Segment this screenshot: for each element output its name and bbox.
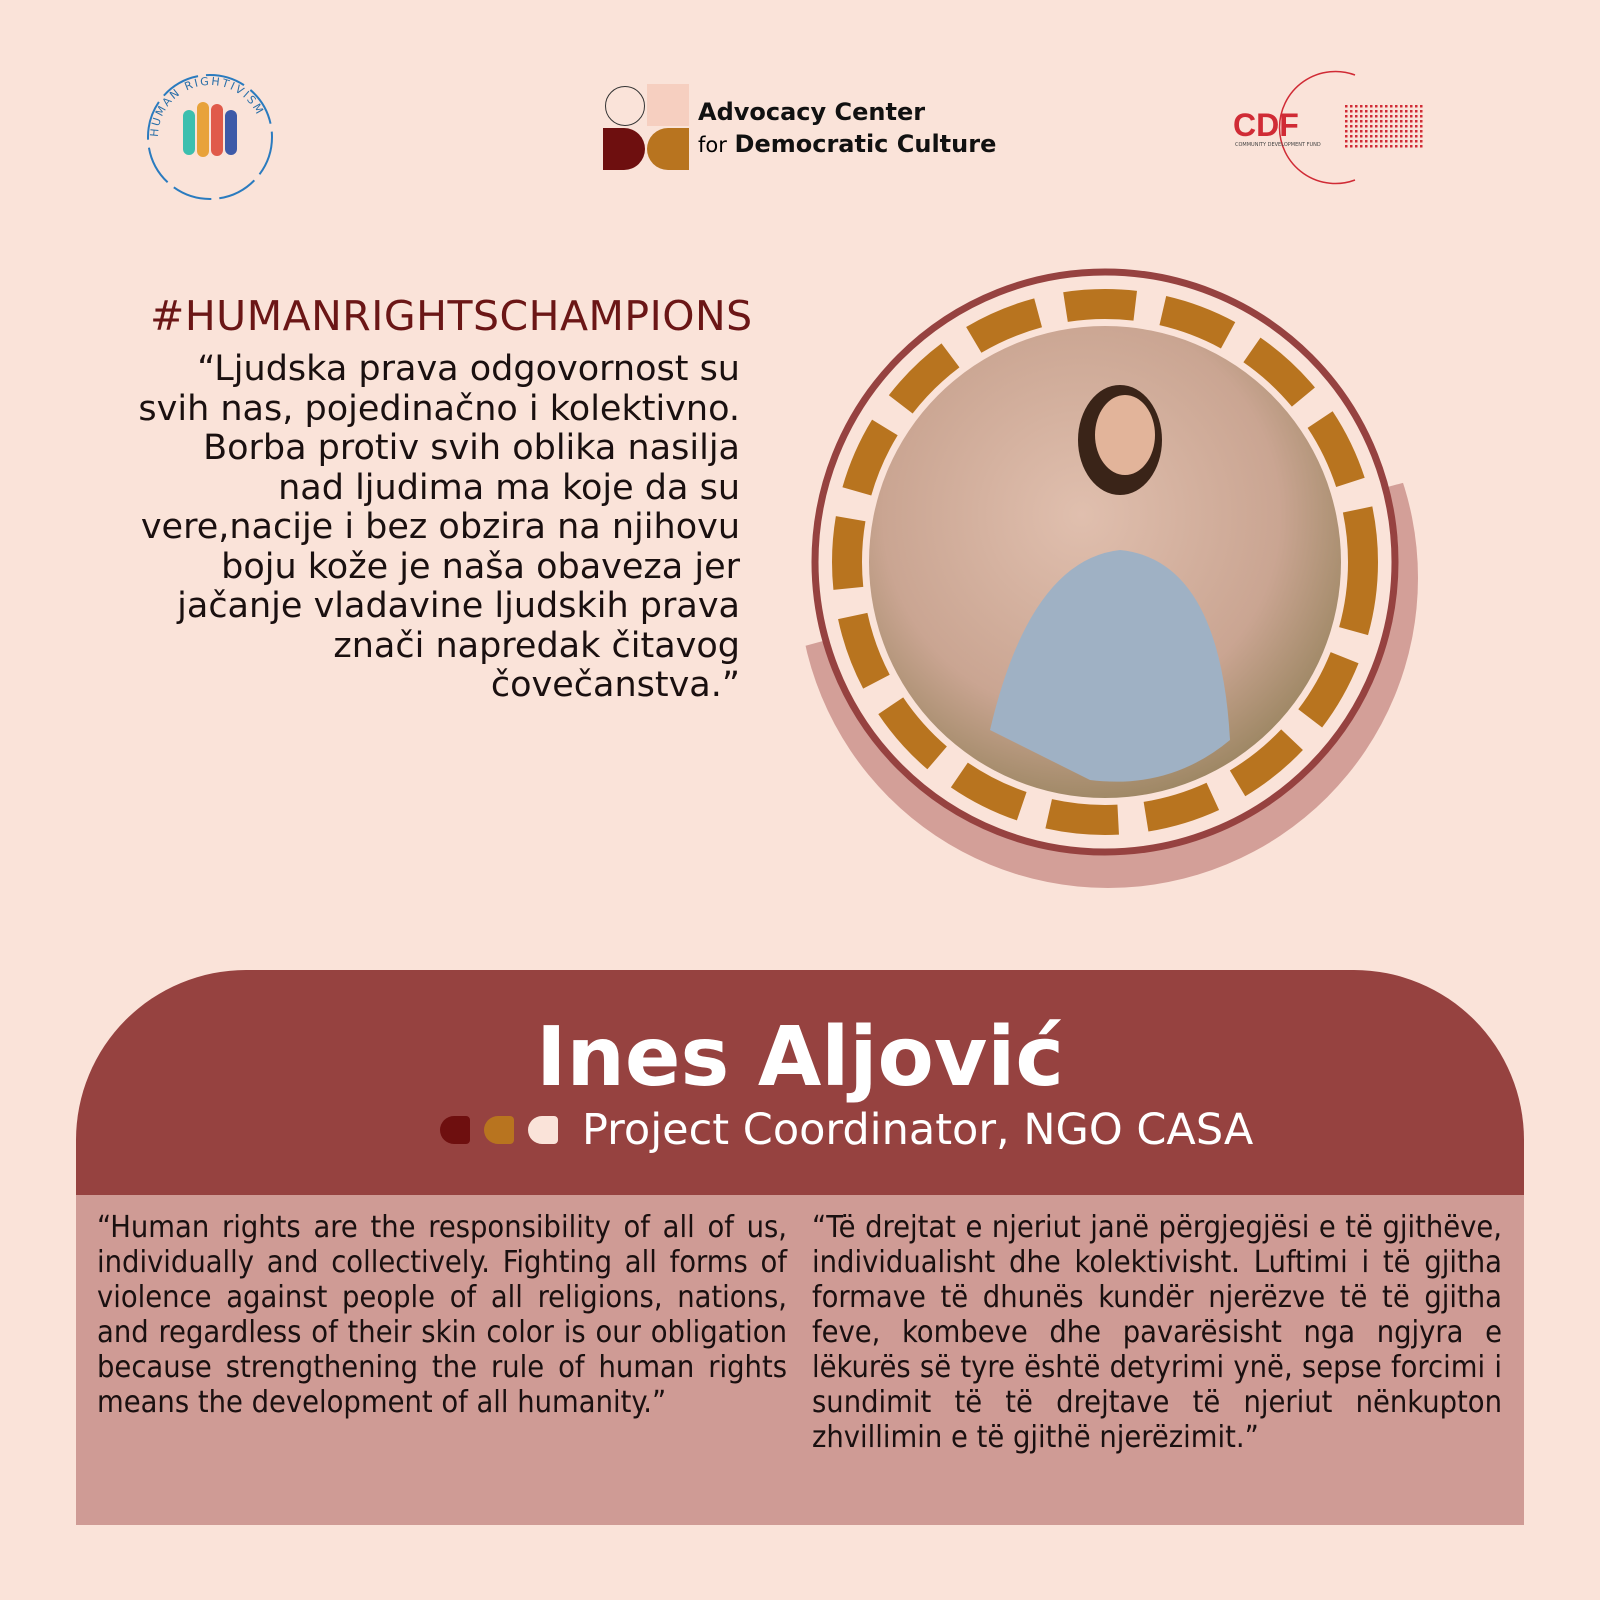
hashtag: #HUMANRIGHTSCHAMPIONS [150, 292, 753, 340]
role-row [440, 1105, 1253, 1155]
svg-text:CDF: CDF [1233, 107, 1299, 143]
acdc-logo-text: Advocacy Center for Democratic Culture [698, 98, 997, 158]
svg-text:COMMUNITY DEVELOPMENT FUND: COMMUNITY DEVELOPMENT FUND [1235, 142, 1321, 148]
quote-albanian: “Të drejtat e njeriut janë përgjegjësi e të gjithëve, individualisht dhe kolektivisht. Luftimi i të gjitha formave të dhunës kundër njerëzve të të gjitha feve, kombeve dhe pavarësisht nga ngjyra e lëkurës së tyre është detyrimi ynë, sepse forcimi i sundimit të të drejtave të njeriut nënkupton zhvillimin e të gjithë njerëzimit.” [812, 1210, 1502, 1455]
portrait-frame [790, 260, 1450, 900]
human-rightivism-logo [145, 72, 275, 202]
quote-english: “Human rights are the responsibility of all of us, individually and collectively. Fighting all forms of violence against people of all religions, nations, and regardless of their skin color is our obligation because strengthening the rule of human rights means the development of all humanity.” [97, 1210, 787, 1420]
person-name: Ines Aljović [535, 1010, 1065, 1105]
dot-icon [440, 1116, 470, 1144]
dot-icon [484, 1116, 514, 1144]
acdc-logo-mark [603, 84, 689, 170]
dot-icon [528, 1116, 558, 1144]
quote-local-language: “Ljudska prava odgovornost su svih nas, pojedinačno i kolektivno. Borba protiv svih oblika nasilja nad ljudima ma koje da su vere,nacije i bez obzira na njihovu boju kože je naša obaveza jer jačanje vladavine ljudskih prava znači napredak čitavog čovečanstva.” [138, 349, 740, 705]
person-role: Project Coordinator, NGO CASA [582, 1105, 1254, 1155]
svg-text:HUMAN RIGHTIVISM: HUMAN RIGHTIVISM [147, 74, 267, 138]
cdf-logo [1225, 70, 1435, 185]
